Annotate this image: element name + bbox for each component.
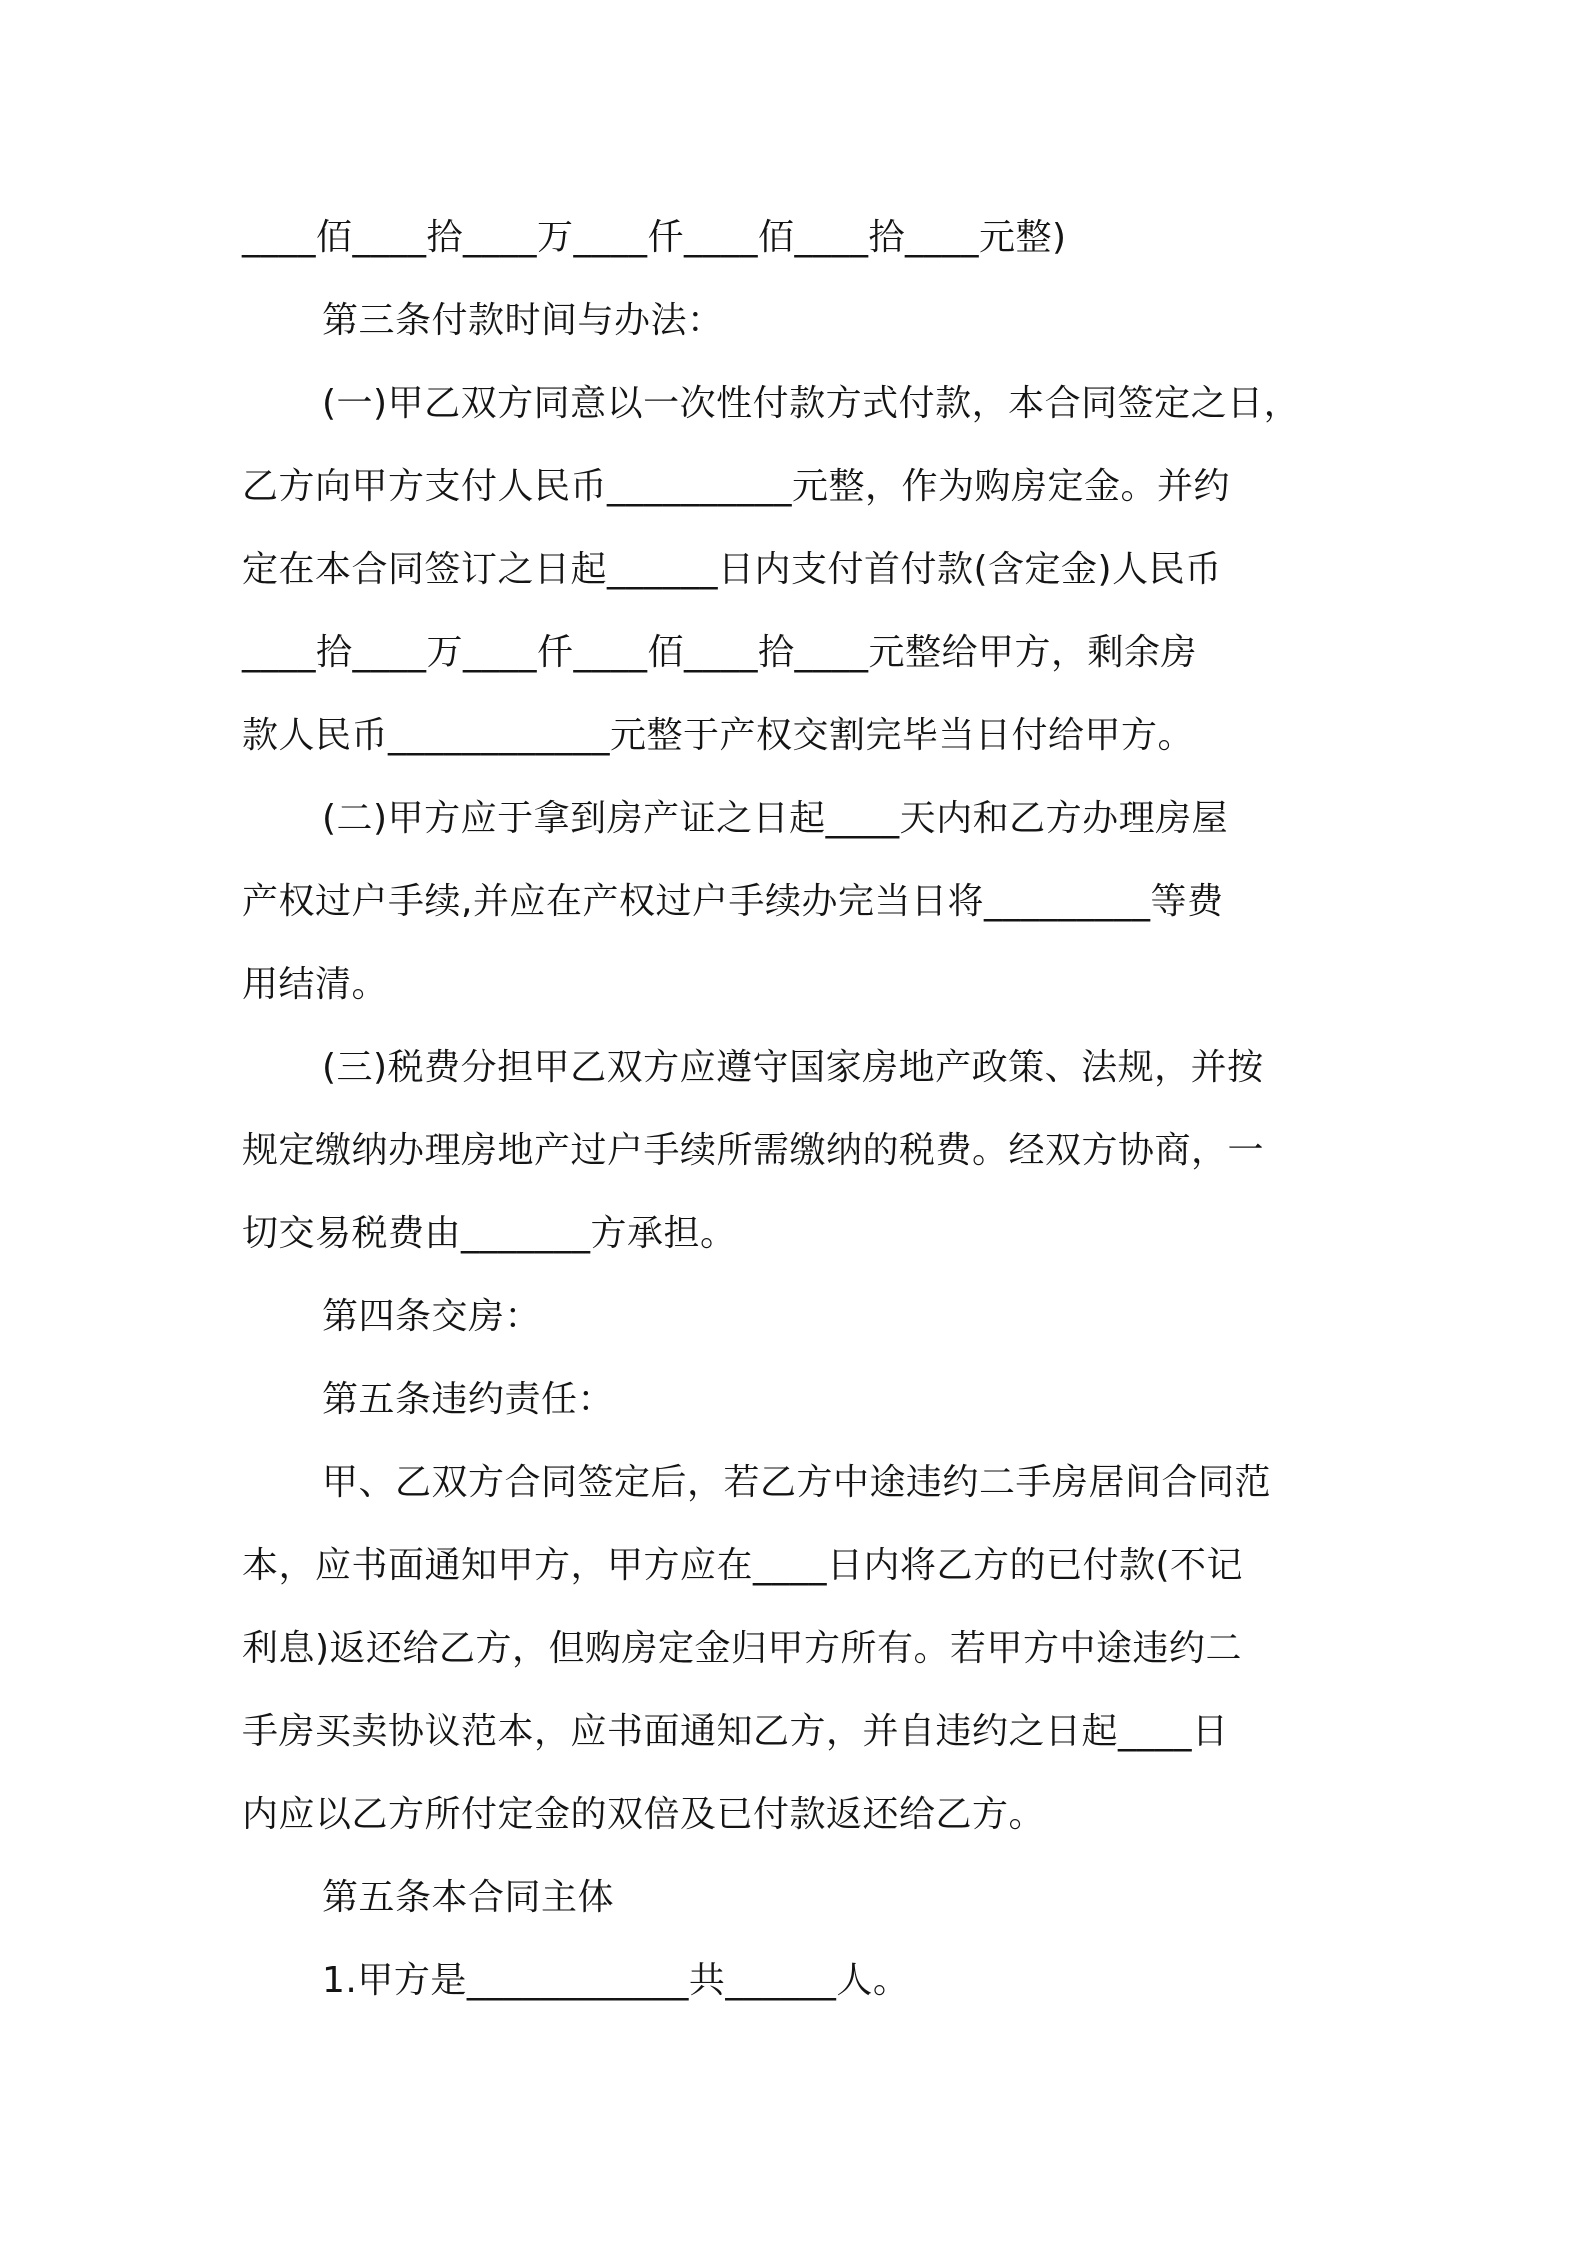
- document-line: 第五条违约责任：: [322, 1379, 615, 1420]
- document-line: 利息)返还给乙方，但购房定金归甲方所有。若甲方中途违约二: [242, 1628, 1243, 1669]
- document-line: 定在本合同签订之日起______日内支付首付款(含定金)人民币: [242, 549, 1222, 590]
- document-line: 内应以乙方所付定金的双倍及已付款返还给乙方。: [242, 1794, 1046, 1835]
- document-line: ____拾____万____仟____佰____拾____元整给甲方，剩余房: [242, 632, 1198, 673]
- document-line: 本，应书面通知甲方，甲方应在____日内将乙方的已付款(不记: [242, 1545, 1244, 1586]
- document-line: 第三条付款时间与办法：: [322, 300, 724, 341]
- document-line: 产权过户手续,并应在产权过户手续办完当日将_________等费: [242, 881, 1224, 922]
- document-line: 1.甲方是____________共______人。: [322, 1960, 910, 2001]
- document-line: (一)甲乙双方同意以一次性付款方式付款，本合同签定之日，: [322, 383, 1301, 424]
- document-line: (二)甲方应于拿到房产证之日起____天内和乙方办理房屋: [322, 798, 1229, 839]
- document-line: 用结清。: [242, 964, 389, 1005]
- document-line: 第五条本合同主体: [322, 1877, 615, 1918]
- document-line: 手房买卖协议范本，应书面通知乙方，并自违约之日起____日: [242, 1711, 1229, 1752]
- document-line: 第四条交房：: [322, 1296, 542, 1337]
- document-line: ____佰____拾____万____仟____佰____拾____元整): [242, 217, 1067, 258]
- document-line: 款人民币____________元整于产权交割完毕当日付给甲方。: [242, 715, 1195, 756]
- document-line: 乙方向甲方支付人民币__________元整，作为购房定金。并约: [242, 466, 1231, 507]
- document-line: 甲、乙双方合同签定后，若乙方中途违约二手房居间合同范: [322, 1462, 1272, 1503]
- document-line: 规定缴纳办理房地产过户手续所需缴纳的税费。经双方协商，一: [242, 1130, 1265, 1171]
- document-body: [242, 196, 1366, 2022]
- document-line: (三)税费分担甲乙双方应遵守国家房地产政策、法规，并按: [322, 1047, 1264, 1088]
- document-line: 切交易税费由_______方承担。: [242, 1213, 737, 1254]
